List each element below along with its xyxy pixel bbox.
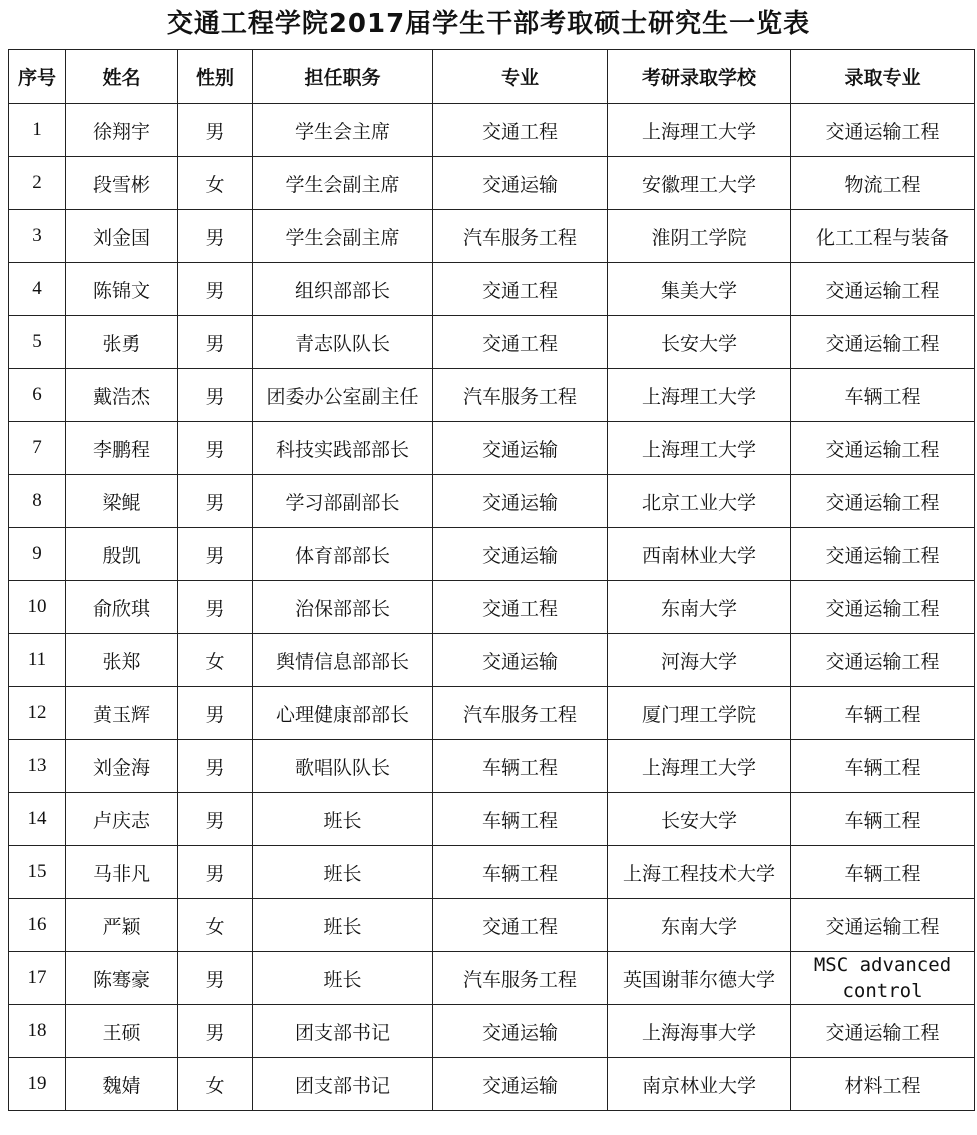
cell-admitted-major: 交通运输工程	[791, 528, 975, 581]
cell-gender: 男	[178, 475, 253, 528]
cell-major: 汽车服务工程	[433, 687, 608, 740]
cell-admitted-major: 交通运输工程	[791, 475, 975, 528]
cell-admitted-school: 集美大学	[608, 263, 791, 316]
cell-admitted-school: 英国谢菲尔德大学	[608, 952, 791, 1005]
cell-admitted-major: 车辆工程	[791, 793, 975, 846]
cell-admitted-major: 交通运输工程	[791, 263, 975, 316]
cell-admitted-major: 车辆工程	[791, 687, 975, 740]
cell-admitted-school: 河海大学	[608, 634, 791, 687]
cell-gender: 男	[178, 687, 253, 740]
cell-name: 殷凯	[66, 528, 178, 581]
cell-position: 团委办公室副主任	[253, 369, 433, 422]
cell-major: 交通运输	[433, 1005, 608, 1058]
cell-name: 刘金海	[66, 740, 178, 793]
cell-gender: 男	[178, 422, 253, 475]
cell-admitted-school: 长安大学	[608, 316, 791, 369]
cell-major: 交通运输	[433, 1058, 608, 1111]
cell-admitted-major: 车辆工程	[791, 846, 975, 899]
cell-admitted-major	[791, 952, 975, 1005]
header-row	[9, 50, 975, 104]
cell-position: 学生会副主席	[253, 210, 433, 263]
cell-admitted-school: 上海工程技术大学	[608, 846, 791, 899]
cell-gender: 女	[178, 634, 253, 687]
cell-gender: 男	[178, 846, 253, 899]
cell-major: 车辆工程	[433, 793, 608, 846]
cell-major: 交通工程	[433, 263, 608, 316]
cell-gender: 男	[178, 581, 253, 634]
table-row	[9, 263, 975, 316]
table-row	[9, 316, 975, 369]
cell-gender: 男	[178, 369, 253, 422]
cell-text-line: MSC advanced	[813, 954, 952, 976]
table-row	[9, 422, 975, 475]
cell-no: 11	[9, 634, 66, 687]
cell-name: 梁鲲	[66, 475, 178, 528]
cell-admitted-school: 安徽理工大学	[608, 157, 791, 210]
table-row	[9, 528, 975, 581]
cell-major: 交通工程	[433, 581, 608, 634]
roster-body	[9, 104, 975, 1111]
cell-no: 19	[9, 1058, 66, 1111]
cell-admitted-school: 南京林业大学	[608, 1058, 791, 1111]
cell-position: 班长	[253, 899, 433, 952]
cell-position: 舆情信息部部长	[253, 634, 433, 687]
page-title: 交通工程学院2017届学生干部考取硕士研究生一览表	[166, 9, 811, 39]
cell-admitted-school: 上海理工大学	[608, 104, 791, 157]
cell-major: 汽车服务工程	[433, 369, 608, 422]
cell-no: 10	[9, 581, 66, 634]
cell-admitted-school: 西南林业大学	[608, 528, 791, 581]
cell-name: 刘金国	[66, 210, 178, 263]
cell-name: 王硕	[66, 1005, 178, 1058]
cell-admitted-school: 厦门理工学院	[608, 687, 791, 740]
cell-gender: 男	[178, 104, 253, 157]
table-row	[9, 581, 975, 634]
cell-name: 陈锦文	[66, 263, 178, 316]
cell-position: 青志队队长	[253, 316, 433, 369]
cell-major: 车辆工程	[433, 740, 608, 793]
cell-position: 团支部书记	[253, 1058, 433, 1111]
cell-admitted-major: 交通运输工程	[791, 422, 975, 475]
cell-gender: 男	[178, 1005, 253, 1058]
cell-position: 治保部部长	[253, 581, 433, 634]
cell-position: 学生会副主席	[253, 157, 433, 210]
cell-major: 交通运输	[433, 422, 608, 475]
table-row	[9, 687, 975, 740]
cell-no: 5	[9, 316, 66, 369]
cell-gender: 男	[178, 210, 253, 263]
table-row	[9, 846, 975, 899]
cell-admitted-major: 材料工程	[791, 1058, 975, 1111]
cell-name: 陈骞豪	[66, 952, 178, 1005]
table-row	[9, 1005, 975, 1058]
cell-admitted-major: 交通运输工程	[791, 581, 975, 634]
cell-gender: 男	[178, 740, 253, 793]
header-name: 姓名	[66, 50, 178, 104]
cell-major: 交通运输	[433, 157, 608, 210]
cell-admitted-school: 上海理工大学	[608, 369, 791, 422]
cell-position: 学习部副部长	[253, 475, 433, 528]
cell-admitted-school: 上海理工大学	[608, 740, 791, 793]
cell-major: 汽车服务工程	[433, 210, 608, 263]
cell-major: 交通运输	[433, 528, 608, 581]
cell-no: 2	[9, 157, 66, 210]
cell-position: 组织部部长	[253, 263, 433, 316]
table-row	[9, 740, 975, 793]
cell-gender: 男	[178, 263, 253, 316]
cell-position: 科技实践部部长	[253, 422, 433, 475]
cell-major: 汽车服务工程	[433, 952, 608, 1005]
cell-admitted-major: 交通运输工程	[791, 104, 975, 157]
table-row	[9, 899, 975, 952]
cell-name: 李鹏程	[66, 422, 178, 475]
cell-name: 徐翔宇	[66, 104, 178, 157]
cell-name: 张郑	[66, 634, 178, 687]
cell-name: 卢庆志	[66, 793, 178, 846]
cell-major: 交通工程	[433, 316, 608, 369]
cell-major: 交通工程	[433, 899, 608, 952]
cell-no: 18	[9, 1005, 66, 1058]
header-no: 序号	[9, 50, 66, 104]
cell-admitted-school: 北京工业大学	[608, 475, 791, 528]
cell-admitted-school: 东南大学	[608, 899, 791, 952]
cell-position: 体育部部长	[253, 528, 433, 581]
cell-admitted-school: 上海海事大学	[608, 1005, 791, 1058]
cell-admitted-major: 交通运输工程	[791, 1005, 975, 1058]
table-row	[9, 369, 975, 422]
cell-name: 张勇	[66, 316, 178, 369]
cell-position: 心理健康部部长	[253, 687, 433, 740]
cell-name: 黄玉辉	[66, 687, 178, 740]
cell-gender: 女	[178, 1058, 253, 1111]
cell-position: 团支部书记	[253, 1005, 433, 1058]
cell-no: 15	[9, 846, 66, 899]
cell-no: 14	[9, 793, 66, 846]
cell-no: 9	[9, 528, 66, 581]
cell-admitted-school: 淮阴工学院	[608, 210, 791, 263]
cell-name: 戴浩杰	[66, 369, 178, 422]
header-gender: 性别	[178, 50, 253, 104]
cell-gender: 男	[178, 793, 253, 846]
cell-admitted-school: 东南大学	[608, 581, 791, 634]
cell-admitted-major: 交通运输工程	[791, 634, 975, 687]
cell-name: 严颖	[66, 899, 178, 952]
cell-admitted-major: 车辆工程	[791, 369, 975, 422]
cell-admitted-major: 交通运输工程	[791, 316, 975, 369]
cell-admitted-major: 交通运输工程	[791, 899, 975, 952]
header-major: 专业	[433, 50, 608, 104]
cell-major: 交通工程	[433, 104, 608, 157]
table-row	[9, 157, 975, 210]
cell-admitted-major: 物流工程	[791, 157, 975, 210]
cell-admitted-school: 上海理工大学	[608, 422, 791, 475]
roster-table	[8, 49, 975, 1111]
cell-admitted-major: 化工工程与装备	[791, 210, 975, 263]
cell-name: 俞欣琪	[66, 581, 178, 634]
table-row	[9, 793, 975, 846]
cell-no: 1	[9, 104, 66, 157]
cell-position: 班长	[253, 846, 433, 899]
cell-no: 8	[9, 475, 66, 528]
cell-major: 车辆工程	[433, 846, 608, 899]
cell-gender: 男	[178, 952, 253, 1005]
table-row	[9, 634, 975, 687]
cell-gender: 女	[178, 899, 253, 952]
cell-no: 6	[9, 369, 66, 422]
cell-gender: 男	[178, 316, 253, 369]
table-row	[9, 1058, 975, 1111]
cell-position: 学生会主席	[253, 104, 433, 157]
cell-position: 班长	[253, 952, 433, 1005]
cell-admitted-school: 长安大学	[608, 793, 791, 846]
cell-no: 13	[9, 740, 66, 793]
header-admitted-major: 录取专业	[791, 50, 975, 104]
cell-no: 7	[9, 422, 66, 475]
cell-no: 3	[9, 210, 66, 263]
cell-no: 4	[9, 263, 66, 316]
cell-name: 马非凡	[66, 846, 178, 899]
table-row	[9, 952, 975, 1005]
table-row	[9, 210, 975, 263]
header-admitted-school: 考研录取学校	[608, 50, 791, 104]
cell-no: 12	[9, 687, 66, 740]
cell-admitted-major: 车辆工程	[791, 740, 975, 793]
cell-major: 交通运输	[433, 475, 608, 528]
cell-position: 歌唱队队长	[253, 740, 433, 793]
cell-position: 班长	[253, 793, 433, 846]
table-row	[9, 104, 975, 157]
cell-no: 17	[9, 952, 66, 1005]
cell-name: 段雪彬	[66, 157, 178, 210]
header-position: 担任职务	[253, 50, 433, 104]
cell-major: 交通运输	[433, 634, 608, 687]
cell-name: 魏婧	[66, 1058, 178, 1111]
cell-text-line: control	[842, 980, 923, 1002]
cell-gender: 男	[178, 528, 253, 581]
table-row	[9, 475, 975, 528]
cell-gender: 女	[178, 157, 253, 210]
cell-no: 16	[9, 899, 66, 952]
